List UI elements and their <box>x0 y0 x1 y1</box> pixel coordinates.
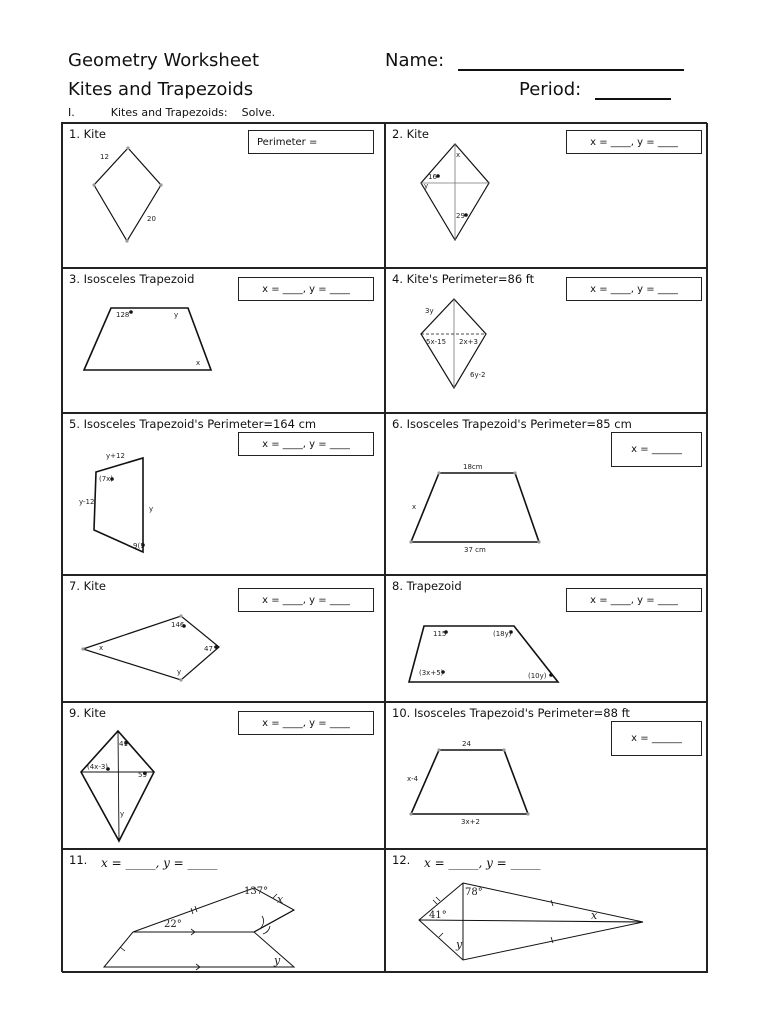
problem-2-answer-box[interactable]: x = ____, y = ____ <box>566 130 702 154</box>
problem-6-answer-box[interactable]: x = ______ <box>611 432 702 467</box>
problem-6-figure <box>386 414 709 576</box>
problem-1-title: 1. Kite <box>69 127 106 141</box>
problem-9-figure <box>63 703 386 850</box>
problem-5-label-y: y <box>149 505 154 513</box>
section-number: I. <box>68 106 75 119</box>
period-field[interactable] <box>595 80 671 100</box>
problem-2-figure <box>386 124 709 269</box>
problem-8 <box>385 575 708 702</box>
problem-8-answer-box[interactable]: x = ____, y = ____ <box>566 588 702 612</box>
problem-4 <box>385 268 708 413</box>
problem-7-label-x: x <box>99 644 104 652</box>
problem-11-answer[interactable]: x = _____, y = _____ <box>101 856 218 870</box>
problem-11-label-x: x <box>277 893 284 906</box>
section-title: Kites and Trapezoids: <box>110 106 228 119</box>
problem-7-label-y: y <box>177 668 182 676</box>
problem-10-title: 10. Isosceles Trapezoid's Perimeter=88 ft <box>392 706 630 720</box>
problem-12-label-x: x <box>591 909 598 922</box>
problem-11 <box>62 849 385 973</box>
problem-1-label-side-12: 12 <box>100 153 109 161</box>
problem-8-label-10y: (10y) <box>528 672 547 680</box>
worksheet-subtitle: Kites and Trapezoids <box>68 79 254 100</box>
problem-2-label-16: 16 <box>428 173 437 181</box>
problem-4-title: 4. Kite's Perimeter=86 ft <box>392 272 535 286</box>
problem-6-label-18cm: 18cm <box>463 463 483 471</box>
problem-7 <box>62 575 385 702</box>
problem-5-label-y-12: y-12 <box>79 498 95 506</box>
problem-5-label-y+12: y+12 <box>106 452 125 460</box>
problem-5-answer-box[interactable]: x = ____, y = ____ <box>238 432 374 456</box>
problem-9 <box>62 702 385 849</box>
problem-7-title: 7. Kite <box>69 579 106 593</box>
problem-8-figure <box>386 576 709 703</box>
problem-10-label-x-4: x-4 <box>407 775 419 783</box>
problem-12 <box>385 849 708 973</box>
problem-8-label-115: 115 <box>433 630 447 638</box>
section-heading <box>68 106 275 119</box>
problem-10-label-3x+2: 3x+2 <box>461 818 480 826</box>
problem-8-title: 8. Trapezoid <box>392 579 462 593</box>
problem-8-label-3x+5: (3x+5) <box>419 669 444 677</box>
problem-7-figure <box>63 576 386 703</box>
problem-3-label-128: 128 <box>116 311 130 319</box>
problem-6 <box>385 413 708 575</box>
problem-7-answer-box[interactable]: x = ____, y = ____ <box>238 588 374 612</box>
problem-3-figure <box>63 269 386 414</box>
problem-6-label-x: x <box>412 503 417 511</box>
problem-11-label-137: 137° <box>244 886 269 897</box>
problem-3-label-y: y <box>174 311 179 319</box>
problem-9-label-y: y <box>120 810 125 818</box>
problem-7-label-146: 146 <box>171 621 185 629</box>
problem-1 <box>62 123 385 268</box>
problem-11-label-y: y <box>274 954 281 967</box>
problem-1-answer-box[interactable]: Perimeter = <box>248 130 374 154</box>
problem-9-label-41: 41 <box>119 740 128 748</box>
problem-5 <box>62 413 385 575</box>
problem-10-label-24: 24 <box>462 740 471 748</box>
problem-2 <box>385 123 708 268</box>
name-label: Name: <box>385 50 445 71</box>
problem-10-figure <box>386 703 709 850</box>
problem-9-label-4x-3: (4x-3) <box>87 763 109 771</box>
problem-8-label-18y: (18y) <box>493 630 512 638</box>
problem-12-label-41: 41° <box>429 910 447 921</box>
problem-3-title: 3. Isosceles Trapezoid <box>69 272 195 286</box>
problem-1-figure <box>63 124 386 269</box>
problem-11-figure <box>63 850 386 974</box>
problem-grid <box>61 122 707 972</box>
problem-12-figure <box>386 850 709 974</box>
problem-12-title: 12. <box>392 853 411 867</box>
problem-3-label-x: x <box>196 359 201 367</box>
problem-1-label-side-20: 20 <box>147 215 156 223</box>
problem-4-label-5x-15: 5x-15 <box>426 338 447 346</box>
problem-4-label-3y: 3y <box>425 307 434 315</box>
section-instruction: Solve. <box>241 106 276 119</box>
problem-4-label-2x+3: 2x+3 <box>459 338 478 346</box>
problem-10-answer-box[interactable]: x = ______ <box>611 721 702 756</box>
name-field[interactable] <box>458 51 684 71</box>
problem-10 <box>385 702 708 849</box>
problem-7-label-47: 47 <box>204 645 213 653</box>
problem-6-label-37cm: 37 cm <box>464 546 486 554</box>
problem-4-label-6y-2: 6y-2 <box>470 371 486 379</box>
problem-5-label-9: 9(1 <box>133 542 145 550</box>
problem-12-label-78: 78° <box>465 887 483 898</box>
problem-2-label-y: y <box>424 182 429 190</box>
problem-5-title: 5. Isosceles Trapezoid's Perimeter=164 cm <box>69 417 317 431</box>
problem-12-label-y: y <box>456 938 463 951</box>
problem-2-label-29: 29 <box>456 212 465 220</box>
problem-11-label-22: 22° <box>164 919 182 930</box>
problem-11-title: 11. <box>69 853 88 867</box>
problem-4-figure <box>386 269 709 414</box>
problem-12-answer[interactable]: x = _____, y = _____ <box>424 856 541 870</box>
problem-3 <box>62 268 385 413</box>
problem-4-answer-box[interactable]: x = ____, y = ____ <box>566 277 702 301</box>
name-row <box>385 50 684 71</box>
problem-9-answer-box[interactable]: x = ____, y = ____ <box>238 711 374 735</box>
problem-9-label-59: 59 <box>138 771 147 779</box>
period-label: Period: <box>519 79 582 100</box>
period-row <box>519 79 671 100</box>
problem-2-title: 2. Kite <box>392 127 429 141</box>
problem-3-answer-box[interactable]: x = ____, y = ____ <box>238 277 374 301</box>
problem-6-title: 6. Isosceles Trapezoid's Perimeter=85 cm <box>392 417 632 431</box>
problem-5-label-7x: (7x) <box>99 475 114 483</box>
problem-5-figure <box>63 414 386 576</box>
problem-9-title: 9. Kite <box>69 706 106 720</box>
worksheet-title: Geometry Worksheet <box>68 50 260 71</box>
problem-2-label-x: x <box>456 151 461 159</box>
